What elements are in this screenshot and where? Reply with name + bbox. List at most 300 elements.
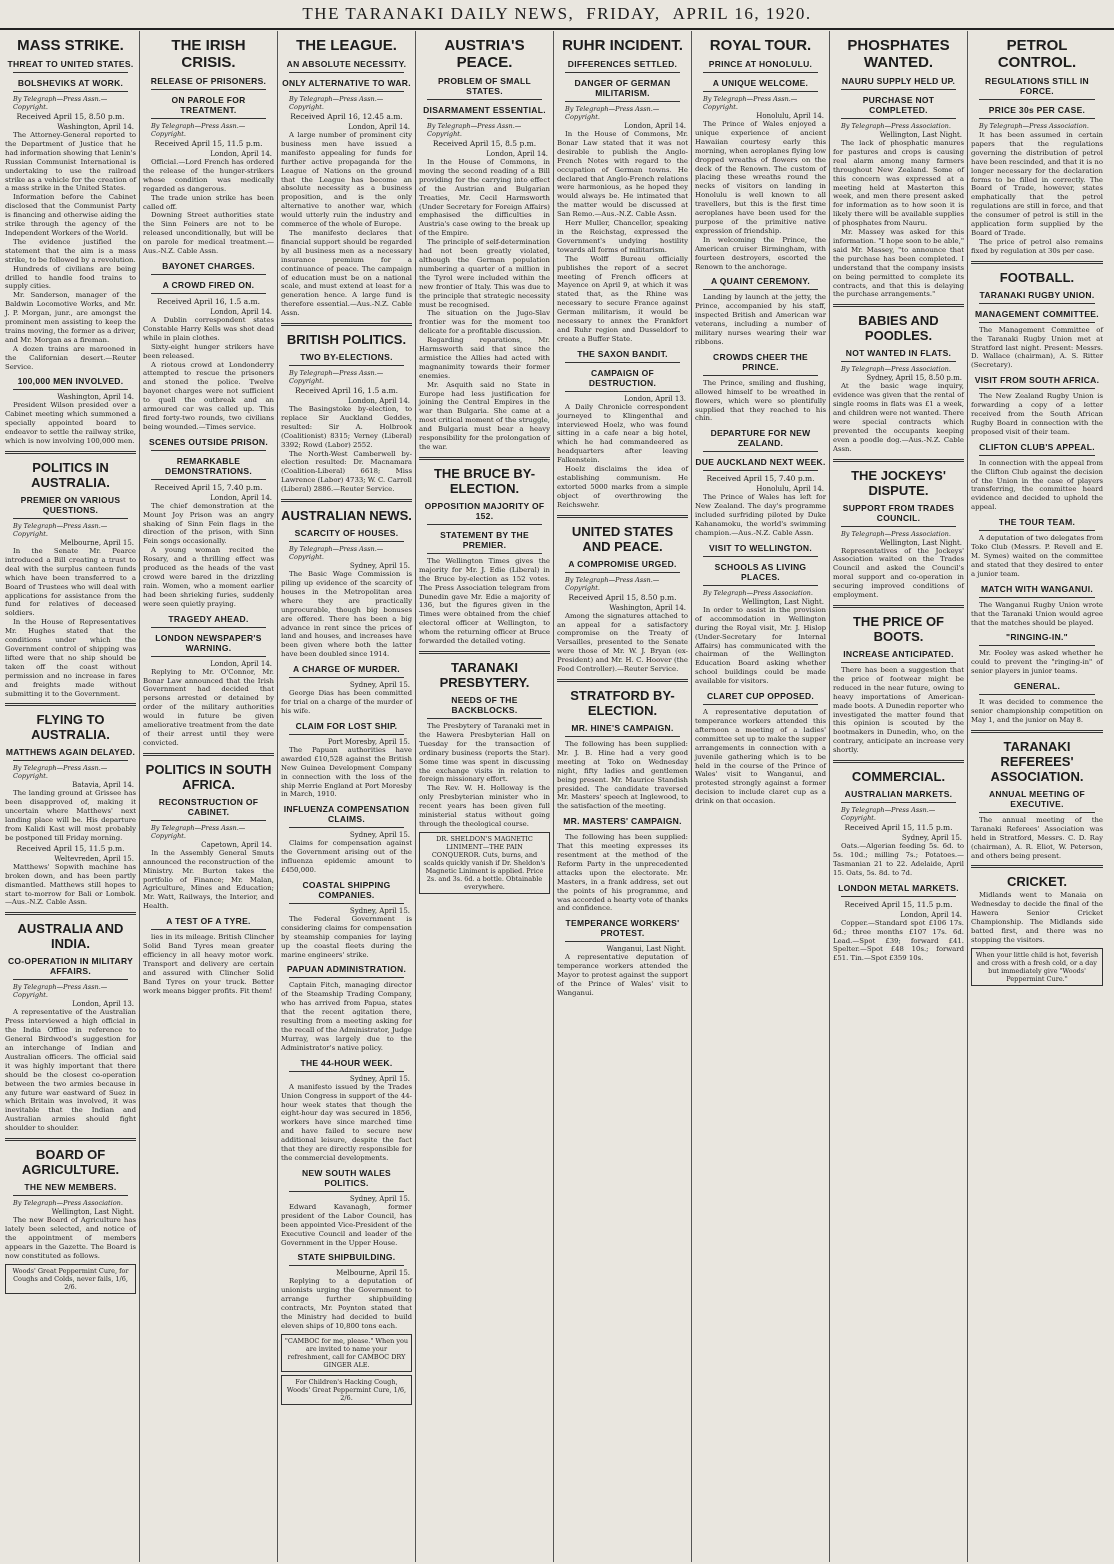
- subheadline: A QUAINT CEREMONY.: [710, 276, 811, 287]
- subheadline: DIFFERENCES SETTLED.: [567, 59, 678, 69]
- headline: TARANAKI PRESBYTERY.: [439, 659, 530, 690]
- subheadline: THE TOUR TEAM.: [998, 517, 1076, 528]
- section-divider: [419, 457, 550, 460]
- rule: [979, 322, 1095, 323]
- columns-container: [2, 31, 1112, 1562]
- headline: COMMERCIAL.: [851, 769, 946, 785]
- received-time: Received April 15, 11.5 p.m.: [16, 843, 125, 853]
- article-paragraph: The following has been supplied: That this meeting expresses its resentment at the method of the Reform Party in the unprecedented attacks upon the electorate. Mr. Masters, in a frank address, set out the points of his programme, and was accorded a hearty vote of thanks and confidence.: [557, 833, 688, 913]
- dateline: London, April 13.: [624, 394, 686, 403]
- rule: [13, 760, 128, 761]
- headline: POLITICS IN SOUTH AFRICA.: [145, 761, 272, 792]
- article-paragraph: Landing by launch at the jetty, the Prince, accompanied by his staff, inspected British and American war veterans, including a number of military nurses wearing their war ribbons.: [695, 293, 826, 346]
- subheadline: TARANAKI RUGBY UNION.: [979, 289, 1095, 300]
- rule: [979, 388, 1095, 389]
- section-divider: [833, 304, 964, 307]
- dateline: Sydney, April 15.: [349, 562, 410, 571]
- subheadline: GENERAL.: [1013, 681, 1061, 692]
- headline: POLITICS IN AUSTRALIA.: [31, 460, 110, 490]
- rule: [703, 91, 818, 92]
- headline: FLYING TO AUSTRALIA.: [31, 712, 110, 743]
- article-paragraph: The trade union strike has been called off.: [143, 193, 274, 211]
- article-paragraph: In the Senate Mr. Pearce introduced a Bill creating a trust to deal with the surplus canteen funds which have been transferred to a Board of Trustees who will deal with applications for assistance from the fund for relatives of deceased soldiers.: [5, 547, 136, 618]
- headline: PHOSPHATES WANTED.: [847, 37, 950, 71]
- dateline: Washington, April 14.: [609, 603, 686, 612]
- subheadline: SUPPORT FROM TRADES COUNCIL.: [842, 502, 955, 523]
- article-paragraph: President Wilson presided over a Cabinet meeting which summoned a specially appointed board to endeavor to settle the railway strike, which is now involving 100,000 men.: [5, 401, 136, 446]
- wire-credit: By Telegraph—Press Association.: [979, 122, 1089, 130]
- section-divider: [833, 459, 964, 462]
- article-paragraph: The price of petrol also remains fixed by regulation at 30s per case.: [971, 237, 1103, 255]
- section-divider: [5, 703, 136, 706]
- dateline: Washington, April 14.: [57, 123, 134, 131]
- rule: [151, 118, 266, 119]
- article-paragraph: Information before the Cabinet disclosed that the Communist Party is financing and otherwise aiding the strike through the agency of the Independent Workers of the World.: [5, 193, 136, 237]
- rule: [565, 941, 680, 942]
- article-paragraph: It was decided to commence the senior championship competition on May 1, and the junior on May 8.: [971, 698, 1103, 724]
- subheadline: RECONSTRUCTION OF CABINET.: [158, 796, 259, 817]
- article-paragraph: At the basic wage inquiry, evidence was given that the rental of single rooms in flats was £1 a week, and children were not wanted. There were special contracts which prevented the occupants keeping even a poodle dog.—Aus.-N.Z. Cable Assn.: [833, 382, 964, 453]
- subheadline: RELEASE OF PRISONERS.: [150, 76, 267, 86]
- article-paragraph: The Prince of Wales enjoyed a unique experience of ancient Hawaiian courtesy early this morning, when aeroplanes flying low dropped wreaths of flowers on the deck of the Renown. The custom of placing these wreaths round the necks of visitors on landing in Honolulu is well known to all travellers, but this is the first time aeroplanes have been used for the purpose of the primitive native expression of friendship.: [695, 120, 826, 235]
- received-time: Received April 15, 7.40 p.m.: [154, 482, 263, 492]
- subheadline: ON PAROLE FOR TREATMENT.: [171, 95, 246, 115]
- subheadline: PROBLEM OF SMALL STATES.: [437, 76, 532, 96]
- subheadline: MANAGEMENT COMMITTEE.: [975, 308, 1099, 319]
- subheadline: ANNUAL MEETING OF EXECUTIVE.: [988, 788, 1086, 809]
- subheadline: THE 44-HOUR WEEK.: [300, 1057, 393, 1068]
- rule: [289, 903, 404, 904]
- subheadline: CROWDS CHEER THE PRINCE.: [713, 351, 808, 372]
- dateline: Sydney, April 15.: [349, 681, 410, 690]
- rule: [151, 656, 266, 657]
- dateline: Melbourne, April 15.: [60, 539, 134, 547]
- article-paragraph: The manifesto declares that financial support should be regarded by all business men as a necessary insurance premium for a continuance of peace. The campaign of education must be on a national scale, and must extend at least for a generation hence. A large fund is therefore essential.—Aus.-N.Z. Cable Assn.: [281, 228, 412, 318]
- wire-credit: By Telegraph—Press Assn.—Copyright.: [289, 369, 384, 386]
- dateline: London, April 14.: [348, 123, 410, 131]
- advertisement: [419, 832, 550, 894]
- subheadline: A CHARGE OF MURDER.: [293, 664, 400, 675]
- subheadline: REGULATIONS STILL IN FORCE.: [985, 76, 1089, 96]
- subheadline: DUE AUCKLAND NEXT WEEK.: [695, 457, 826, 468]
- rule: [427, 99, 542, 100]
- article-paragraph: A deputation of two delegates from Toko Club (Messrs. P. Revell and E. M. Symes) waited on the committee and stated that they desired to enter a junior team.: [971, 534, 1103, 578]
- section-divider: [281, 323, 412, 326]
- article-paragraph: Oats.—Algerian feeding 5s. 6d. to 5s. 10d.; milling 7s.; Potatoes.—Tasmanian 21 to 22. Adelaide, April 15. Oats, 5s. 8d. to 7d.: [833, 842, 964, 877]
- dateline: Sydney, April 15.: [349, 906, 410, 915]
- subheadline: VISIT FROM SOUTH AFRICA.: [974, 375, 1100, 386]
- rule: [151, 293, 266, 294]
- subheadline: CLAIM FOR LOST SHIP.: [295, 720, 398, 731]
- masthead: [0, 0, 1114, 30]
- subheadline: PREMIER ON VARIOUS QUESTIONS.: [20, 495, 121, 515]
- subheadline: PRICE 30s PER CASE.: [988, 105, 1086, 115]
- received-time: Received April 15, 11.5 p.m.: [844, 823, 953, 833]
- headline: CRICKET.: [1007, 874, 1067, 890]
- subheadline: TRAGEDY AHEAD.: [168, 613, 249, 624]
- wire-credit: By Telegraph—Press Association.: [703, 588, 813, 597]
- dateline: Batavia, April 14.: [72, 781, 134, 790]
- article-paragraph: Herr Muller, Chancellor, speaking in the Reichstag, expressed the Government's undying hostility towards all forms of militarism.: [557, 219, 688, 254]
- subheadline: AN ABSOLUTE NECESSITY.: [286, 59, 407, 69]
- dateline: London, April 14.: [210, 493, 272, 502]
- wire-credit: By Telegraph—Press Association.: [841, 365, 951, 374]
- dateline: Sydney, April 15.: [901, 834, 962, 843]
- article-paragraph: Copper.—Standard spot £106 17s. 6d.; three months £107 17s. 6d. Lead.—Spot £39; forward £41. Spelter.—Spot £48 10s.; forward £51. Tin.—Spot £359 10s.: [833, 918, 964, 963]
- dateline: London, April 14.: [210, 307, 272, 316]
- section-divider: [971, 261, 1103, 264]
- rule: [979, 118, 1095, 119]
- article-paragraph: George Dias has been committed for trial on a charge of the murder of his wife.: [281, 689, 412, 715]
- received-time: Received April 15, 8.50 p.m.: [568, 592, 677, 602]
- subheadline: LONDON METAL MARKETS.: [838, 882, 959, 893]
- headline: RUHR INCIDENT.: [562, 37, 683, 54]
- article-paragraph: A representative deputation of temperance workers attended the Mayor to protest against the support of the Prince of Wales' visit to Wanganui.: [557, 953, 688, 997]
- subheadline: A UNIQUE WELCOME.: [712, 78, 809, 88]
- wire-credit: By Telegraph—Press Assn.—Copyright.: [427, 122, 522, 138]
- article-paragraph: In the Assembly General Smuts announced the reconstruction of the Ministry. Mr. Burton takes the portfolio of Finance; Mr. Malan, Agriculture, Mines and Education; Mr. Watt, Railways, the Interior, and Health.: [143, 848, 274, 911]
- article-paragraph: A riotous crowd at Londonderry attempted to rescue the prisoners and stoned the police. Twelve bayonet charges were not sufficient to quell the outbreak and an armoured car was called up. This fired forty-two rounds, two civilians being wounded.—Times service.: [143, 360, 274, 431]
- article-paragraph: In the House of Commons, Mr. Bonar Law stated that it was not desirable to publish the Anglo-French Notes with regard to the occupation of German towns. He declared that Anglo-French relations were harmonious, as he hoped they would always be. He intimated that the matter would be discussed at San Remo.—Aus.-N.Z. Cable Assn.: [557, 130, 688, 219]
- rule: [289, 541, 404, 542]
- dateline: London, April 14.: [624, 122, 686, 130]
- wire-credit: By Telegraph—Press Assn.—Copyright.: [289, 95, 384, 111]
- section-divider: [5, 451, 136, 454]
- wire-credit: By Telegraph—Press Assn.—Copyright.: [703, 95, 798, 111]
- rule: [289, 977, 404, 978]
- received-time: Received April 15, 8.5 p.m.: [432, 139, 537, 148]
- dateline: Washington, April 14.: [57, 393, 134, 402]
- section-divider: [971, 730, 1103, 733]
- article-paragraph: The annual meeting of the Taranaki Referees' Association was held in Stratford, Messrs. C. D. Ray (chairman), A. R. Eliot, W. Peterson, and others being present.: [971, 815, 1103, 860]
- dateline: Honolulu, April 14.: [756, 485, 824, 494]
- dateline: Weltevreden, April 15.: [54, 854, 134, 863]
- rule: [289, 677, 404, 678]
- column-3: [278, 31, 416, 1562]
- advertisement: [281, 1375, 412, 1405]
- subheadline: CO-OPERATION IN MILITARY AFFAIRS.: [7, 956, 134, 977]
- wire-credit: By Telegraph—Press Assn.—Copyright.: [13, 983, 108, 1000]
- subheadline: DANGER OF GERMAN MILITARISM.: [574, 78, 671, 98]
- rule: [151, 450, 266, 451]
- dateline: Wanganui, Last Night.: [606, 945, 686, 954]
- rule: [565, 362, 680, 363]
- rule: [979, 645, 1095, 646]
- headline: BOARD OF AGRICULTURE.: [21, 1147, 120, 1178]
- rule: [841, 896, 956, 897]
- dateline: London, April 13.: [72, 1000, 134, 1009]
- headline: ROYAL TOUR.: [709, 37, 812, 54]
- subheadline: NAURU SUPPLY HELD UP.: [841, 76, 956, 86]
- headline: STRATFORD BY-ELECTION.: [570, 687, 675, 718]
- subheadline: THE SAXON BANDIT.: [577, 348, 668, 359]
- rule: [289, 1071, 404, 1072]
- article-paragraph: A Daily Chronicle correspondent journeyed to Klingenthal and interviewed Hoelz, who was found sitting in a cafe near a big hotel, which he had commandeered as headquarters after leaving Falkenstein.: [557, 402, 688, 465]
- received-time: Received April 15, 11.5 p.m.: [154, 139, 263, 148]
- masthead-day: FRIDAY,: [586, 4, 661, 23]
- rule: [151, 627, 266, 628]
- article-paragraph: Matthews' Sopwith machine has broken down, and has been partly dismantled. Matthews still hopes to start to-morrow for Bali or Lombok.—Aus.-N.Z. Cable Assn.: [5, 862, 136, 907]
- rule: [841, 118, 956, 119]
- headline: BABIES AND POODLES.: [858, 313, 939, 344]
- subheadline: A COMPROMISE URGED.: [568, 558, 677, 569]
- subheadline: A CROWD FIRED ON.: [162, 279, 255, 290]
- article-paragraph: Among the signatures attached to an appeal for a satisfactory compromise on the Treaty of Versailles, presented to the Senate were those of Mr. W. J. Bryan (ex-President) and Mr. H. C. Hoover (the Food Controller).—Reuter Service.: [557, 611, 688, 674]
- column-2: [140, 31, 278, 1562]
- subheadline: 100,000 MEN INVOLVED.: [17, 376, 124, 387]
- headline: AUSTRALIAN NEWS.: [281, 508, 412, 524]
- wire-credit: By Telegraph—Press Association.: [841, 529, 951, 538]
- subheadline: NOT WANTED IN FLATS.: [845, 348, 952, 359]
- subheadline: REMARKABLE DEMONSTRATIONS.: [165, 455, 252, 476]
- rule: [565, 736, 680, 737]
- rule: [565, 101, 680, 102]
- rule: [427, 553, 542, 554]
- advertisement-text: DR. SHELDON'S MAGNETIC LINIMENT—THE PAIN CONQUEROR. Cuts, burns, and scalds quickly vanish if Dr. Sheldon's Magnetic Liniment is applied. Price 2s. and 3s. 6d. a bottle. Obtainable everywhere.: [423, 834, 546, 891]
- article-paragraph: Midlands went to Manaia on Wednesday to decide the final of the Hawera Senior Cricket Championship. The Midlands side batted first, and there was no stopping the visitors.: [971, 891, 1103, 944]
- rule: [979, 530, 1095, 531]
- rule: [979, 812, 1095, 813]
- subheadline: PAPUAN ADMINISTRATION.: [286, 964, 407, 975]
- article-paragraph: A Dublin correspondent states Constable Harry Kells was shot dead while in plain clothes.: [143, 315, 274, 342]
- wire-credit: By Telegraph—Press Association.: [841, 122, 951, 130]
- wire-credit: By Telegraph—Press Assn.—Copyright.: [13, 522, 108, 538]
- article-paragraph: In connection with the appeal from the Clifton Club against the decision of the Union in the case of players transferring, the committee heard evidence and decided to uphold the appeal.: [971, 458, 1103, 512]
- article-paragraph: The Rev. W. H. Holloway is the only Presbyterian minister who in recent years has been given full ministerial status without going through the theological course.: [419, 784, 550, 828]
- column-5: [554, 31, 692, 1562]
- rule: [703, 72, 818, 73]
- headline: AUSTRIA'S PEACE.: [444, 37, 525, 71]
- article-paragraph: A representative of the Australian Press interviewed a high official in the India Office in reference to General Birdwood's suggestion for an interchange of Indian and Australian officers. The official said it was highly important that there should be the closest co-operation between the two armies because in any future war eastward of Suez in which Britain was involved, it was inevitable that the Indian and Australian armies should fight shoulder to shoulder.: [5, 1008, 136, 1133]
- headline: BRITISH POLITICS.: [286, 332, 407, 348]
- advertisement: [281, 1334, 412, 1372]
- article-paragraph: Regarding reparations, Mr. Harmsworth said that since the armistice the Allies had acted with magnanimity towards their former enemies.: [419, 336, 550, 380]
- dateline: London, April 14.: [900, 910, 962, 919]
- headline: THE JOCKEYS' DISPUTE.: [851, 467, 946, 498]
- article-paragraph: Hundreds of civilians are being drilled to handle food trains to supply cities.: [5, 264, 136, 291]
- column-7: [830, 31, 968, 1562]
- dateline: Honolulu, April 14.: [756, 112, 824, 120]
- subheadline: TWO BY-ELECTIONS.: [300, 352, 393, 363]
- column-4: [416, 31, 554, 1562]
- section-divider: [5, 912, 136, 915]
- advertisement-text: "CAMBOC for me, please." When you are invited to name your refreshment, call for CAMBOC DRY GINGER ALE.: [284, 1336, 409, 1369]
- subheadline: NEW SOUTH WALES POLITICS.: [301, 1167, 392, 1188]
- article-paragraph: In the House of Representatives Mr. Hughes stated that the conditions under which the Government control of shipping was lifted were that no ship should be taken off the coast without permission and no increase in fares and freights made without submitting it to the Government.: [5, 618, 136, 698]
- subheadline: SCARCITY OF HOUSES.: [294, 528, 399, 539]
- rule: [565, 391, 680, 392]
- subheadline: BAYONET CHARGES.: [162, 260, 255, 271]
- rule: [151, 274, 266, 275]
- article-paragraph: Replying to a deputation of unionists urging the Government to arrange further shipbuilding contracts, Mr. Poynton stated that the Ministry had decided to build eleven ships of 10,800 tons each.: [281, 1277, 412, 1330]
- article-paragraph: The principle of self-determination had not been greatly violated, although the German population numbering a quarter of a million in the Tyrol were included within the new frontier of Italy. This was due to the principle that strategic necessity must be recognised.: [419, 238, 550, 309]
- rule: [13, 1195, 128, 1196]
- rule: [565, 72, 680, 73]
- subheadline: INFLUENZA COMPENSATION CLAIMS.: [283, 804, 410, 825]
- dateline: Wellington, Last Night.: [51, 1208, 134, 1217]
- headline: TARANAKI REFEREES' ASSOCIATION.: [990, 738, 1084, 784]
- subheadline: OPPOSITION MAJORITY OF 152.: [424, 500, 545, 521]
- rule: [565, 829, 680, 830]
- advertisement: [5, 1264, 136, 1294]
- article-paragraph: Representatives of the Jockeys' Association waited on the Trades Council and asked the Council's moral support and co-operation in securing improved conditions of employment.: [833, 546, 964, 600]
- headline: THE BRUCE BY-ELECTION.: [433, 465, 536, 496]
- rule: [151, 89, 266, 90]
- rule: [13, 518, 128, 519]
- wire-credit: By Telegraph—Press Assn.—Copyright.: [151, 122, 246, 138]
- rule: [703, 451, 818, 452]
- article-paragraph: The situation on the Jugo-Slav frontier was for the moment too delicate for a profitable discussion.: [419, 309, 550, 336]
- article-paragraph: Mr. Asquith said no State in Europe had less justification for joining the Central Empires in the war than Bulgaria. She came at a most critical moment of the struggle, and Bulgaria must bear a heavy responsibility for the prolongation of the war.: [419, 380, 550, 451]
- rule: [427, 524, 542, 525]
- article-paragraph: Mr. Sanderson, manager of the Baldwin Locomotive Works, and Mr. J. P. Morgan, junr., are amongst the prominent men assisting to keep the trains moving, the former as a driver, and Mr. Morgan as a fireman.: [5, 291, 136, 344]
- section-divider: [557, 679, 688, 682]
- rule: [979, 694, 1095, 695]
- dateline: Sydney, April 15.: [349, 1194, 410, 1203]
- article-paragraph: A representative deputation of temperance workers attended this afternoon a meeting of a ladies' committee set up to make the supper arrangements in connection with a juvenile gathering which is to be held in the course of the Prince of Wales' visit to Wanganui, and protested strongly against a former decision to include claret cup as a drink on that occasion.: [695, 708, 826, 806]
- rule: [841, 526, 956, 527]
- headline: THE LEAGUE.: [296, 37, 397, 54]
- wire-credit: By Telegraph—Press Assn.—Copyright.: [13, 764, 108, 781]
- rule: [703, 375, 818, 376]
- dateline: Wellington, Last Night.: [879, 538, 962, 547]
- article-paragraph: lies in its mileage. British Clincher Solid Band Tyres mean greater efficiency in all heavy motor work. Transport and delivery are certain and assured with Clincher Solid Band Tyres on your truck. Better work means bigger profits. Fit them!: [143, 933, 274, 995]
- masthead-paper-name: THE TARANAKI DAILY NEWS,: [302, 4, 575, 23]
- rule: [427, 718, 542, 719]
- section-divider: [143, 753, 274, 756]
- article-paragraph: The North-West Camberwell by-election resulted: Dr. Macnamara (Coalition-Liberal) 6618; Miss Lawrence (Labor) 4733; W. C. Carroll (Liberal) 2886.—Reuter Service.: [281, 449, 412, 494]
- received-time: Received April 16, 12.45 a.m.: [290, 112, 403, 121]
- advertisement-text: When your little child is hot, feverish and cross with a fresh cold, or a day but immediately give "Woods' Peppermint Cure.": [975, 950, 1099, 983]
- masthead-date: APRIL 16, 1920.: [672, 4, 812, 23]
- wire-credit: By Telegraph—Press Assn.—Copyright.: [565, 105, 660, 121]
- article-paragraph: In the House of Commons, in moving the second reading of a Bill providing for the carrying into effect of the Austrian and Bulgarian Treaties, Mr. Cecil Harmsworth (Under Secretary for Foreign Affairs) emphasised the difficulties in Austria's case owing to the break up of the Empire.: [419, 158, 550, 238]
- article-paragraph: Captain Fitch, managing director of the Steamship Trading Company, who has arrived from Papua, states that the recent agitation there, resulting from a meeting asking for the recall of the Administrator, Judge Murray, was largely due to the Administrator's native policy.: [281, 981, 412, 1052]
- article-paragraph: Edward Kavanagh, former president of the Labor Council, has been appointed Vice-President of the Executive Council and leader of the Government in the Upper House.: [281, 1202, 412, 1247]
- received-time: Received April 15, 11.5 p.m.: [844, 899, 953, 909]
- article-paragraph: The Wellington Times gives the majority for Mr. J. Edie (Liberal) in the Bruce by-election as 152 votes. The Press Association telegram from Dunedin gave Mr. Edie a majority of 136, but the figures given in the Times were obtained from the chief electoral officer at Wellington, to whom the returning officer at Bruce forwarded the detailed voting.: [419, 556, 550, 646]
- rule: [289, 734, 404, 735]
- wire-credit: By Telegraph—Press Association.: [13, 1199, 123, 1208]
- rule: [289, 72, 404, 73]
- rule: [841, 361, 956, 362]
- headline: FOOTBALL.: [999, 269, 1075, 285]
- received-time: Received April 15, 8.50 p.m.: [16, 112, 125, 121]
- subheadline: CLIFTON CLUB'S APPEAL.: [979, 441, 1095, 452]
- article-paragraph: In welcoming the Prince, the American cruiser Birmingham, with fourteen destroyers, escorted the Renown to the anchorage.: [695, 235, 826, 271]
- article-paragraph: The New Zealand Rugby Union is forwarding a copy of a letter received from the South African Rugby Board in connection with the proposed visit of their team.: [971, 392, 1103, 436]
- subheadline: COASTAL SHIPPING COMPANIES.: [302, 879, 391, 900]
- article-paragraph: The new Board of Agriculture has lately been selected, and notice of the appointment of members appears in the Gazette. The Board is now constituted as follows.: [5, 1216, 136, 1260]
- subheadline: VISIT TO WELLINGTON.: [709, 542, 812, 553]
- rule: [427, 118, 542, 119]
- headline: THE IRISH CRISIS.: [171, 37, 246, 71]
- article-paragraph: A young woman recited the Rosary, and a thrilling effect was produced as the heads of the vast crowd were bared in the drizzling rain. Women, who a moment earlier had been shrieking furies, suddenly were seen quietly praying.: [143, 546, 274, 608]
- subheadline: THE NEW MEMBERS.: [24, 1182, 117, 1193]
- rule: [151, 479, 266, 480]
- subheadline: STATE SHIPBUILDING.: [297, 1252, 396, 1263]
- article-paragraph: The Federal Government is considering claims for compensation by steamship companies for laying up the coastal fleets during the marine engineers' strike.: [281, 914, 412, 959]
- headline: MASS STRIKE.: [17, 37, 124, 54]
- subheadline: ONLY ALTERNATIVE TO WAR.: [282, 78, 411, 88]
- wire-credit: By Telegraph—Press Assn.—Copyright.: [13, 95, 108, 111]
- rule: [13, 389, 128, 390]
- subheadline: TEMPERANCE WORKERS' PROTEST.: [565, 918, 680, 939]
- column-6: [692, 31, 830, 1562]
- article-paragraph: Mr. Massey was asked for this information. "I hope soon to be able," said Mr. Massey, "to announce that the purchase has been completed. I understand that the company insists on being permitted to complete its contracts, and that this is delaying the purchase arrangements.": [833, 228, 964, 299]
- advertisement-text: For Children's Hacking Cough, Woods' Great Peppermint Cure, 1/6, 2/6.: [286, 1377, 407, 1402]
- section-divider: [5, 1138, 136, 1141]
- section-divider: [833, 605, 964, 608]
- rule: [151, 820, 266, 821]
- received-time: Received April 15, 7.40 p.m.: [706, 474, 815, 484]
- subheadline: MATCH WITH WANGANUI.: [980, 583, 1094, 594]
- rule: [979, 303, 1095, 304]
- article-paragraph: A large number of prominent city business men have issued a manifesto appealing for funds for further active propaganda for the League of Nations on the ground that the League has become an absolute necessity as a business proposition, and is the only alternative to another war, which would utterly ruin the industry and commerce of the whole of Europe.: [281, 131, 412, 229]
- wire-credit: By Telegraph—Press Assn.—Copyright.: [151, 823, 246, 840]
- article-paragraph: Official.—Lord French has ordered the release of the hunger-strikers whose condition was medically regarded as dangerous.: [143, 158, 274, 193]
- advertisement: [971, 948, 1103, 986]
- section-divider: [833, 760, 964, 763]
- rule: [703, 470, 818, 471]
- article-paragraph: Hoelz disclaims the idea of establishing communism. He extorted 5000 marks from a simple object of overthrowing the Reichswehr.: [557, 465, 688, 509]
- subheadline: MATTHEWS AGAIN DELAYED.: [5, 747, 136, 758]
- article-paragraph: There has been a suggestion that the price of footwear might be reduced in the near future, owing to heavy importations of American-made boots. A Dunedin reporter who investigated the matter found that this opinion is scouted by the bootmakers in Dunedin, who, on the contrary, anticipate an increase very shortly.: [833, 666, 964, 755]
- wire-credit: By Telegraph—Press Assn.—Copyright.: [841, 806, 936, 823]
- rule: [841, 662, 956, 663]
- rule: [703, 585, 818, 586]
- article-paragraph: Claims for compensation against the Government arising out of the influenza epidemic amount to £450,000.: [281, 839, 412, 875]
- column-1: [2, 31, 140, 1562]
- subheadline: SCENES OUTSIDE PRISON.: [148, 436, 268, 447]
- rule: [289, 365, 404, 366]
- article-paragraph: In order to assist in the provision of accommodation in Wellington during the Royal visit, Mr. J. Hislop (Under-Secretary for Internal Affairs) has communicated with the chairman of the Wellington Education Board asking whether school buildings could be made available for visitors.: [695, 605, 826, 686]
- section-divider: [557, 515, 688, 518]
- headline: UNITED STATES AND PEACE.: [571, 523, 674, 554]
- dateline: Sydney, April 15.: [349, 831, 410, 840]
- rule: [289, 91, 404, 92]
- dateline: Port Moresby, April 15.: [327, 737, 410, 746]
- subheadline: A TEST OF A TYRE.: [166, 916, 251, 927]
- dateline: Melbourne, April 15.: [336, 1269, 410, 1278]
- rule: [703, 704, 818, 705]
- article-paragraph: Downing Street authorities state the Sinn Feiners are not to be released unconditionally, but will be on parole for medical treatment.—Aus.-N.Z. Cable Assn.: [143, 211, 274, 256]
- wire-credit: By Telegraph—Press Assn.—Copyright.: [565, 575, 660, 592]
- subheadline: BOLSHEVIKS AT WORK.: [17, 78, 124, 88]
- dateline: London, April 14.: [486, 150, 548, 158]
- article-paragraph: A dozen trains are marooned in the Californian desert.—Reuter Service.: [5, 344, 136, 371]
- article-paragraph: The Papuan authorities have awarded £10,528 against the British New Guinea Development Company in connection with the loss of the ship Merrie England at Port Moresby in March, 1910.: [281, 745, 412, 799]
- rule: [841, 802, 956, 803]
- advertisement-text: Woods' Great Peppermint Cure, for Coughs and Colds, never fails, 1/6, 2/6.: [12, 1266, 129, 1291]
- dateline: London, April 14.: [210, 150, 272, 158]
- dateline: London, April 14.: [210, 659, 272, 668]
- article-paragraph: The Wanganui Rugby Union wrote that the Taranaki Union would agree that the matches should be played.: [971, 600, 1103, 627]
- article-paragraph: The Presbytery of Taranaki met in the Hawera Presbyterian Hall on Tuesday for the transaction of ordinary business (reports the Star). Some time was spent in discussing the exchange visits in relation to foreign missionary effort.: [419, 721, 550, 784]
- article-paragraph: The Attorney-General reported to the Department of Justice that he had information showing that Lenin's Russian Communist International is undertaking to use the railroad strike as a vehicle for the creation of a mass strike in the United States.: [5, 131, 136, 193]
- article-paragraph: The Prince, smiling and flushing, allowed himself to be wreathed in flowers, which were so plentifully supplied that they reached to his chin.: [695, 378, 826, 423]
- rule: [289, 827, 404, 828]
- headline: THE PRICE OF BOOTS.: [852, 614, 944, 644]
- rule: [289, 1265, 404, 1266]
- article-paragraph: A manifesto issued by the Trades Union Congress in support of the 44-hour week states that though the eight-hour day was secured in 1856, workers have since marched time and have failed to secure new additional leisure, despite the fact that they are directly responsible for the commercial developments.: [281, 1082, 412, 1162]
- subheadline: NEEDS OF THE BACKBLOCKS.: [451, 694, 518, 715]
- article-paragraph: It has been assumed in certain papers that the regulations governing the distribution of petrol have been rescinded, and that it is no longer necessary for the declaration forms to be filled in correctly. The Board of Trade, however, states emphatically that the petrol regulations are still in force, and that the consumer of petrol is still in the application form supplied by the Board of Trade.: [971, 131, 1103, 237]
- article-paragraph: The Wolff Bureau officially publishes the report of a secret meeting of French officers at Mayence on April 9, at which it was stated that, as the Rhine was necessary to secure France against German militarism, it would be necessary to annex the Frankfort and Ruhr region and Dusseldorf to create a Buffer State.: [557, 254, 688, 343]
- dateline: Wellington, Last Night.: [879, 131, 962, 139]
- rule: [979, 597, 1095, 598]
- dateline: Sydney, April 15.: [349, 1074, 410, 1083]
